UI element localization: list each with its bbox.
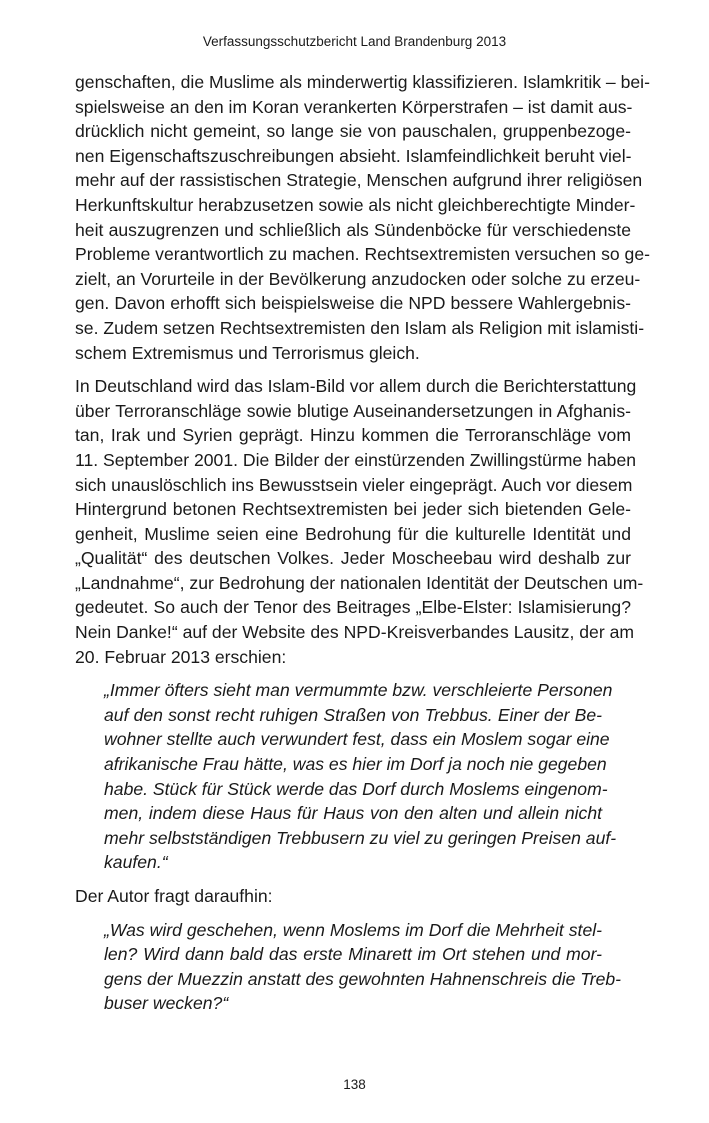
quote-line: „Was wird geschehen, wenn Moslems im Dorf die Mehrheit stel- xyxy=(104,919,602,940)
page-number: 138 xyxy=(343,1077,366,1092)
block-quote-trebbus xyxy=(104,678,617,875)
quote-line: habe. Stück für Stück werde das Dorf durch Moslems eingenom- xyxy=(104,778,608,799)
text-line: 20. Februar 2013 erschien: xyxy=(75,646,287,667)
body-text xyxy=(75,70,650,1025)
paragraph-islam-bild xyxy=(75,374,644,669)
text-line: schem Extremismus und Terrorismus gleich. xyxy=(75,342,420,363)
text-line: genheit, Muslime seien eine Bedrohung für die kulturelle Identität und xyxy=(75,523,631,544)
block-quote-minarett xyxy=(104,918,622,1016)
text-line: gen. Davon erhofft sich beispielsweise die NPD bessere Wahlergebnis- xyxy=(75,293,631,314)
quote-line: buser wecken?“ xyxy=(104,993,229,1014)
quote-line: gens der Muezzin anstatt des gewohnten Hahnenschreis die Treb- xyxy=(104,968,622,989)
quote-line: „Immer öfters sieht man vermummte bzw. verschleierte Personen xyxy=(104,680,613,701)
text-line: drücklich nicht gemeint, so lange sie von pauschalen, gruppenbezoge- xyxy=(75,121,631,142)
paragraph-islamfeindlichkeit xyxy=(75,70,650,365)
quote-line: afrikanische Frau hätte, was es hier im Dorf ja noch nie gegeben xyxy=(104,754,607,775)
text-line: mehr auf der rassistischen Strategie, Menschen aufgrund ihrer religiösen xyxy=(75,170,643,191)
quote-line: len? Wird dann bald das erste Minarett im Ort stehen und mor- xyxy=(104,944,602,965)
text-line: 11. September 2001. Die Bilder der einstürzenden Zwillingstürme haben xyxy=(75,449,637,470)
text-line: über Terroranschläge sowie blutige Auseinandersetzungen in Afghanis- xyxy=(75,400,631,421)
quote-line: mehr selbstständigen Trebbusern zu viel zu geringen Preisen auf- xyxy=(104,827,617,848)
text-line: Hintergrund betonen Rechtsextremisten bei jeder sich bietenden Gele- xyxy=(75,499,631,520)
text-line: gedeutet. So auch der Tenor des Beitrages „Elbe-Elster: Islamisierung? xyxy=(75,597,631,618)
text-line: spielsweise an den im Koran verankerten Körperstrafen – ist damit aus- xyxy=(75,96,633,117)
text-line: In Deutschland wird das Islam-Bild vor allem durch die Berichterstattung xyxy=(75,376,637,397)
text-line: genschaften, die Muslime als minderwertig klassifizieren. Islamkritik – bei- xyxy=(75,72,650,92)
running-header: Verfassungsschutzbericht Land Brandenburg 2013 xyxy=(202,34,507,49)
quote-line: men, indem diese Haus für Haus von den alten und allein nicht xyxy=(104,803,602,824)
author-intro-line: Der Autor fragt daraufhin: xyxy=(75,886,273,906)
text-line: se. Zudem setzen Rechtsextremisten den Islam als Religion mit islamisti- xyxy=(75,317,645,338)
text-line: „Qualität“ des deutschen Volkes. Jeder Moscheebau wird deshalb zur xyxy=(75,548,631,569)
text-line: zielt, an Vorurteile in der Bevölkerung anzudocken oder solche zu erzeu- xyxy=(75,268,641,289)
text-line: sich unauslöschlich ins Bewusstsein vieler eingeprägt. Auch vor diesem xyxy=(75,474,633,495)
text-line: nen Eigenschaftszuschreibungen absieht. Islamfeindlichkeit beruht viel- xyxy=(75,145,632,166)
quote-line: auf den sonst recht ruhigen Straßen von Trebbus. Einer der Be- xyxy=(104,704,602,725)
quote-line: kaufen.“ xyxy=(104,852,168,873)
text-line: Probleme verantwortlich zu machen. Rechtsextremisten versuchen so ge- xyxy=(75,244,650,265)
text-line: Nein Danke!“ auf der Website des NPD-Kreisverbandes Lausitz, der am xyxy=(75,622,635,643)
quote-line: wohner stellte auch verwundert fest, dass ein Moslem sogar eine xyxy=(104,729,610,750)
text-line: tan, Irak und Syrien geprägt. Hinzu kommen die Terroranschläge vom xyxy=(75,425,631,446)
text-line: „Landnahme“, zur Bedrohung der nationalen Identität der Deutschen um- xyxy=(75,572,644,593)
text-line: heit auszugrenzen und schließlich als Sündenböcke für verschiedenste xyxy=(75,219,631,240)
text-line: Herkunftskultur herabzusetzen sowie als nicht gleichberechtigte Minder- xyxy=(75,194,636,215)
